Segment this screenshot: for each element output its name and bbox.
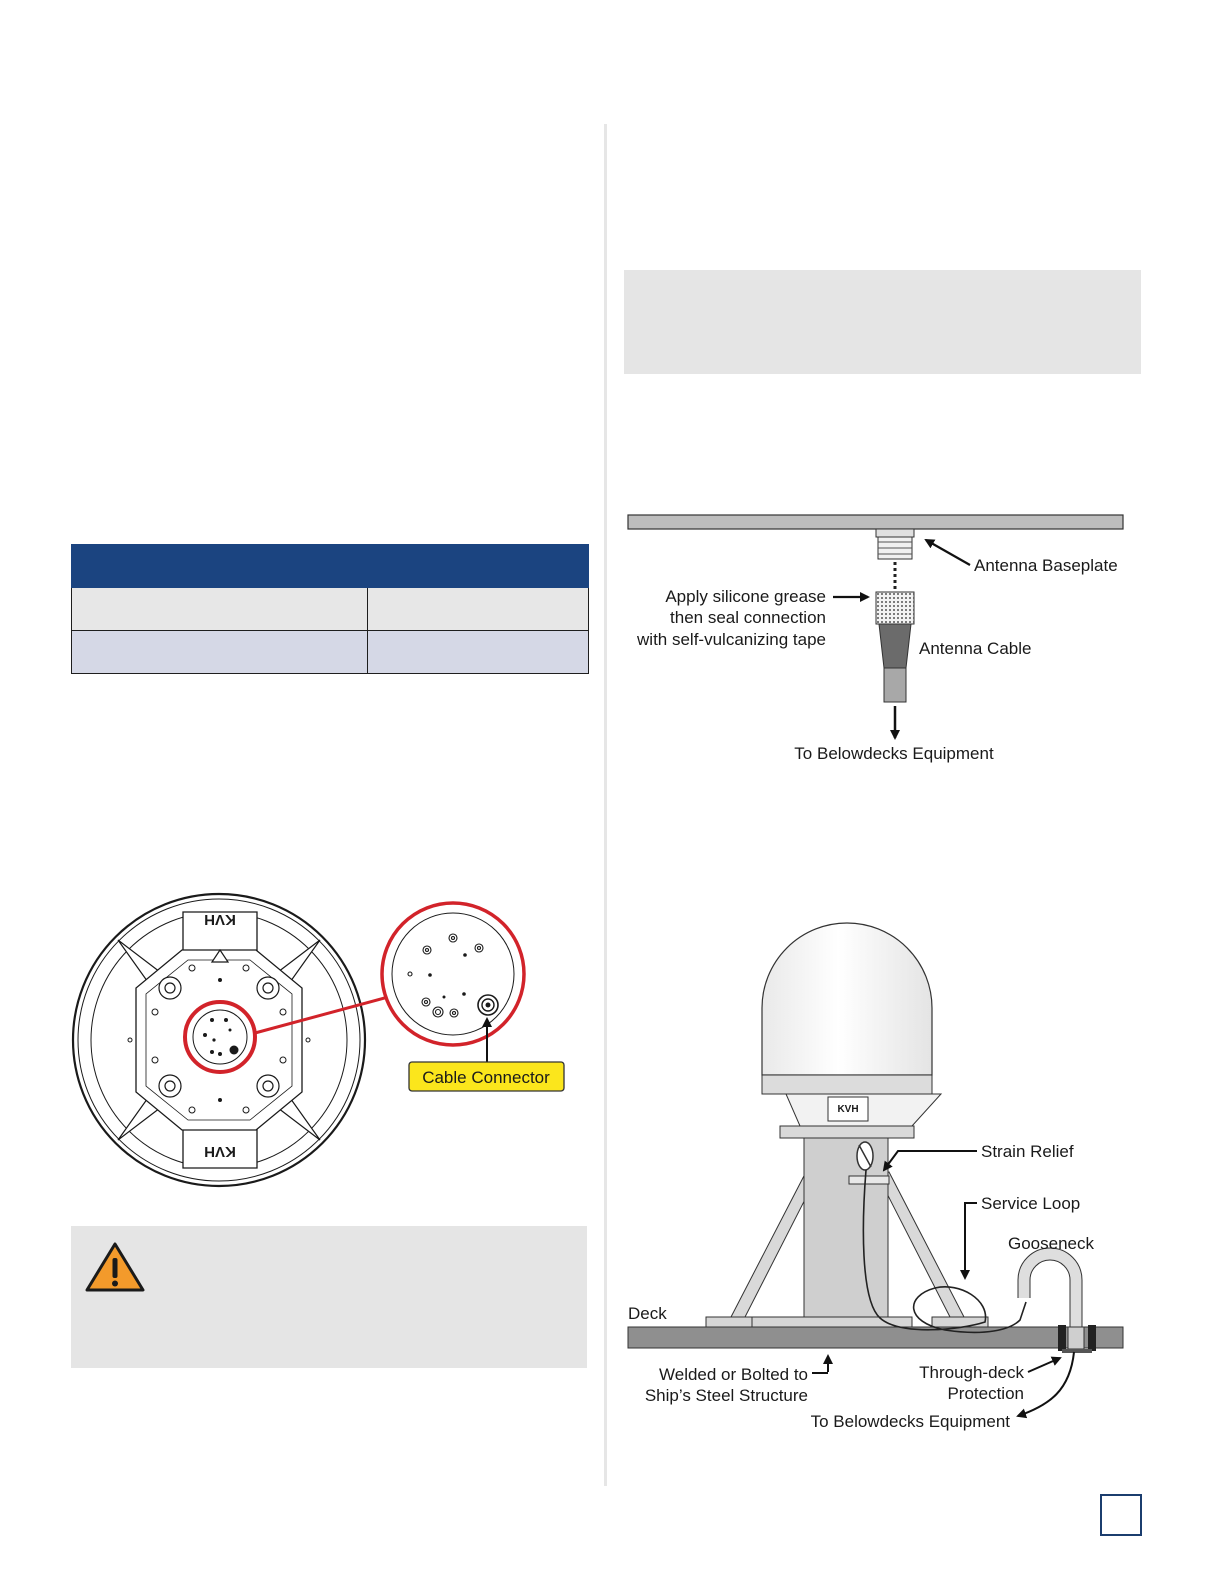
- antenna-baseplate-label: Antenna Baseplate: [974, 556, 1118, 575]
- strain-relief-label: Strain Relief: [981, 1142, 1074, 1161]
- grease-label-line3: with self-vulcanizing tape: [637, 630, 826, 649]
- welded-label-line1: Welded or Bolted to: [659, 1365, 808, 1384]
- pedestal-column: [804, 1138, 888, 1317]
- deck: [628, 1327, 1123, 1348]
- belowdecks-curve-arrow: [1018, 1352, 1074, 1416]
- through-deck-arrow: [1028, 1358, 1060, 1372]
- pedestal-top-plate: [780, 1126, 914, 1138]
- radome-dome: [762, 923, 932, 1075]
- bottom-view-figure: [73, 894, 564, 1186]
- grease-label-line2: then seal connection: [670, 608, 826, 627]
- antenna-cable-label: Antenna Cable: [919, 639, 1032, 658]
- deck-label: Deck: [628, 1304, 667, 1323]
- pedestal-foot-right: [932, 1317, 988, 1327]
- through-deck-label-line1: Through-deck: [919, 1363, 1024, 1382]
- pedestal-base-plate: [752, 1317, 912, 1327]
- gooseneck-label: Gooseneck: [1008, 1234, 1094, 1253]
- through-deck-label-line2: Protection: [947, 1384, 1024, 1403]
- cable-connector-label: Cable Connector: [422, 1068, 550, 1087]
- baseplate-arrow: [926, 540, 970, 565]
- pedestal-leg-left: [731, 1172, 816, 1317]
- grease-label-line1: Apply silicone grease: [665, 587, 826, 606]
- kvh-logo-top: KVH: [204, 911, 236, 928]
- service-loop-arrow: [965, 1203, 977, 1278]
- connection-figure: [628, 515, 1123, 763]
- baseplate-bar: [628, 515, 1123, 529]
- gooseneck-pipe: [1068, 1327, 1084, 1349]
- cable-boot: [879, 624, 911, 668]
- kvh-logo-bottom: KVH: [204, 1143, 236, 1160]
- radome-band: [762, 1075, 932, 1094]
- radome-logo: KVH: [837, 1104, 859, 1115]
- service-loop-label: Service Loop: [981, 1194, 1081, 1213]
- strain-relief-bracket: [849, 1176, 889, 1184]
- cable-connector-nut: [876, 592, 914, 624]
- through-deck-gland-right: [1088, 1325, 1096, 1351]
- welded-label-line2: Ship’s Steel Structure: [644, 1386, 808, 1405]
- to-belowdecks-label: To Belowdecks Equipment: [794, 744, 994, 763]
- pedestal-leg-right: [879, 1172, 964, 1317]
- strain-relief-arrow: [884, 1151, 977, 1170]
- through-deck-gland-left: [1058, 1325, 1066, 1351]
- installation-figure: [628, 923, 1123, 1431]
- baseplate-connector-collar: [876, 529, 914, 537]
- install-belowdecks-label: To Belowdecks Equipment: [810, 1412, 1010, 1431]
- antenna-cable: [884, 668, 906, 702]
